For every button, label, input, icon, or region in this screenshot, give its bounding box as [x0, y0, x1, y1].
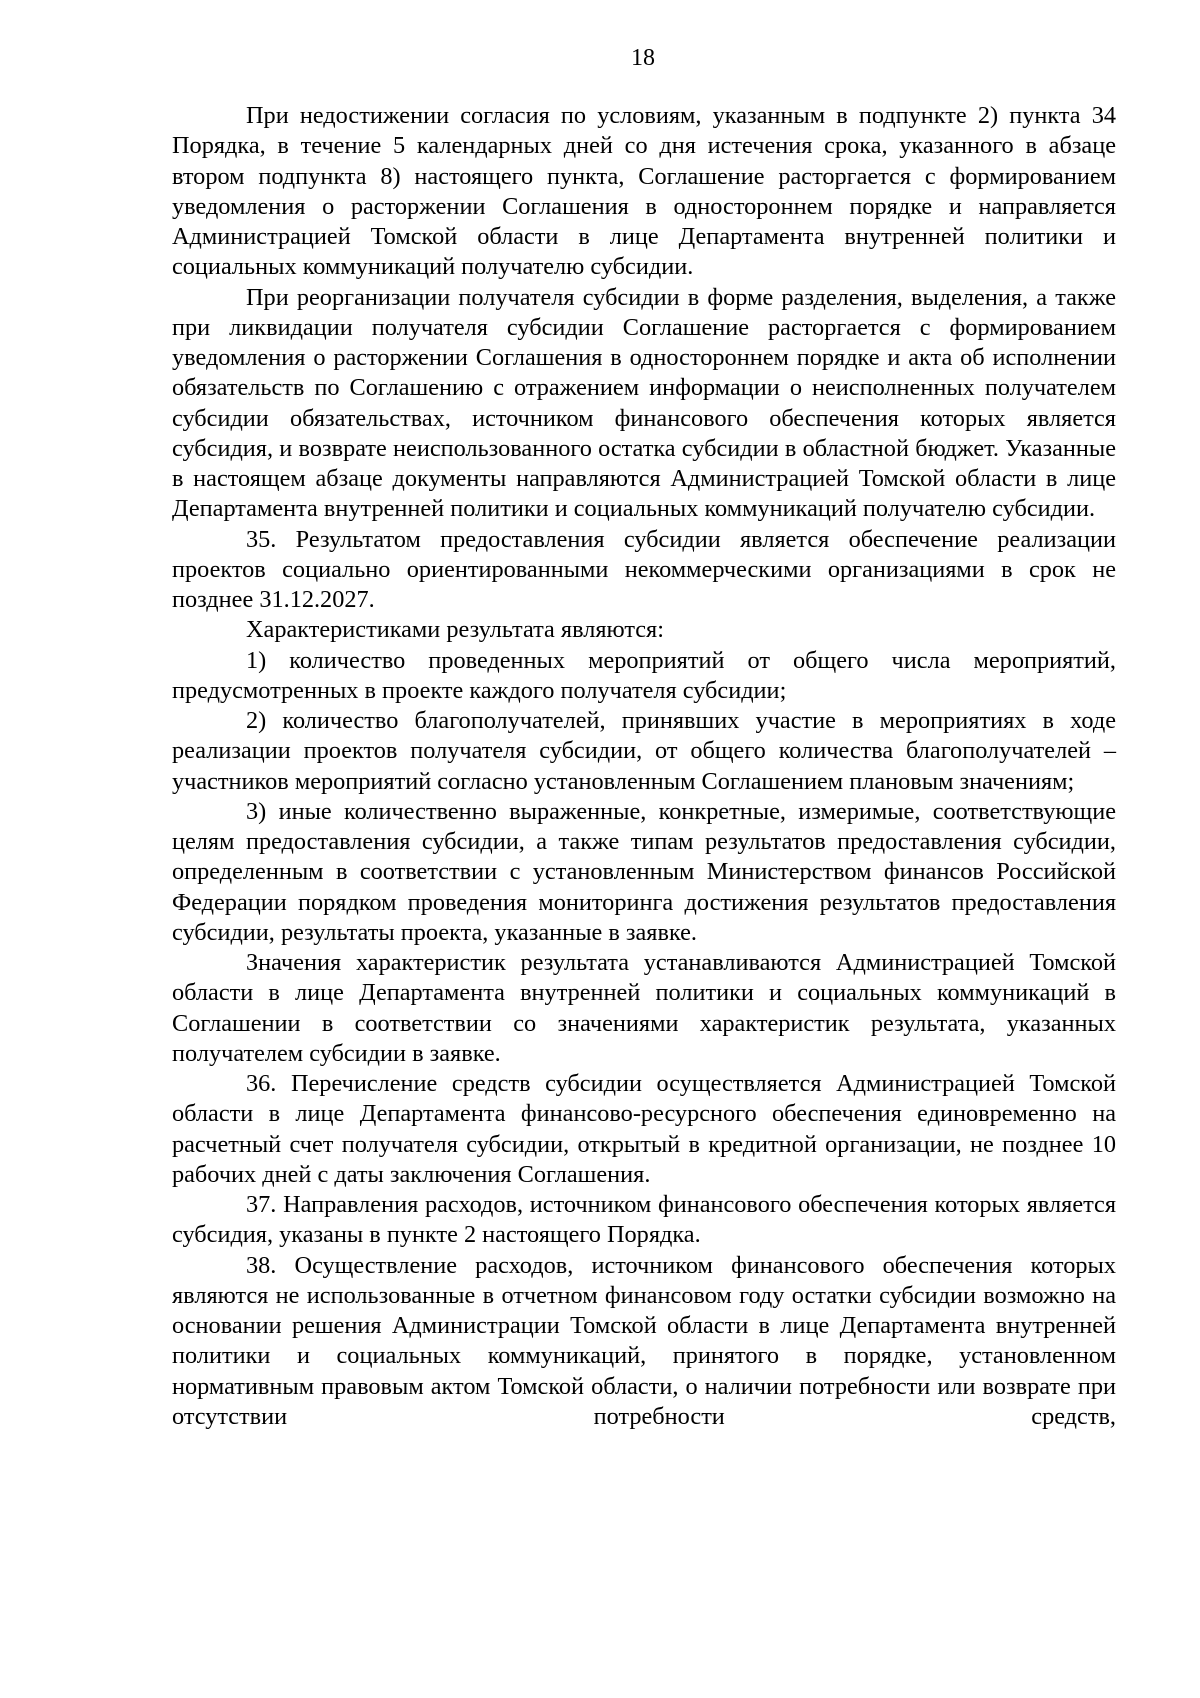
paragraph-38-remainders: 38. Осуществление расходов, источником финансового обеспечения которых являются не использованные в отчетном финансовом году остатки субсидии возможно на основании решения Администрации Томской области в лице Департамента внутренней политики и социальных коммуникаций, принятого в порядке, установленном нормативным правовым актом Томской области, о наличии потребности или возврате при отсутствии потребности средств,	[172, 1251, 1116, 1430]
paragraph-termination-disagreement: При недостижении согласия по условиям, указанным в подпункте 2) пункта 34 Порядка, в течение 5 календарных дней со дня истечения срока, указанного в абзаце втором подпункта 8) настоящего пункта, Соглашение расторгается с формированием уведомления о расторжении Соглашения в одностороннем порядке и направляется Администрацией Томской области в лице Департамента внутренней политики и социальных коммуникаций получателю субсидии.	[172, 102, 1116, 281]
list-item-2: 2) количество благополучателей, принявших участие в мероприятиях в ходе реализации проектов получателя субсидии, от общего количества благополучателей – участников мероприятий согласно установленным Соглашением плановым значениям;	[172, 707, 1116, 795]
document-body	[172, 101, 1116, 1432]
page-number: 18	[631, 45, 655, 71]
paragraph-termination-reorganization: При реорганизации получателя субсидии в форме разделения, выделения, а также при ликвидации получателя субсидии Соглашение расторгается с формированием уведомления о расторжении Соглашения в одностороннем порядке и акта об исполнении обязательств по Соглашению с отражением информации о неисполненных получателем субсидии обязательствах, источником финансового обеспечения которых является субсидия, и возврате неиспользованного остатка субсидии в областной бюджет. Указанные в настоящем абзаце документы направляются Администрацией Томской области в лице Департамента внутренней политики и социальных коммуникаций получателю субсидии.	[172, 283, 1116, 523]
list-item-3: 3) иные количественно выраженные, конкретные, измеримые, соответствующие целям предоставления субсидии, а также типам результатов предоставления субсидии, определенным в соответствии с установленным Министерством финансов Российской Федерации порядком проведения мониторинга достижения результатов предоставления субсидии, результаты проекта, указанные в заявке.	[172, 797, 1116, 946]
paragraph-35-result: 35. Результатом предоставления субсидии является обеспечение реализации проектов социально ориентированными некоммерческими организациями в срок не позднее 31.12.2027.	[172, 525, 1116, 613]
list-item-1: 1) количество проведенных мероприятий от общего числа мероприятий, предусмотренных в проекте каждого получателя субсидии;	[172, 646, 1116, 704]
paragraph-characteristic-values: Значения характеристик результата устанавливаются Администрацией Томской области в лице Департамента внутренней политики и социальных коммуникаций в Соглашении в соответствии со значениями характеристик результата, указанных получателем субсидии в заявке.	[172, 949, 1116, 1067]
paragraph-37-directions: 37. Направления расходов, источником финансового обеспечения которых является субсидия, указаны в пункте 2 настоящего Порядка.	[172, 1191, 1116, 1249]
paragraph-36-transfer: 36. Перечисление средств субсидии осуществляется Администрацией Томской области в лице Департамента финансово-ресурсного обеспечения единовременно на расчетный счет получателя субсидии, открытый в кредитной организации, не позднее 10 рабочих дней с даты заключения Соглашения.	[172, 1070, 1116, 1188]
paragraph-result-characteristics-intro: Характеристиками результата являются:	[246, 616, 664, 644]
